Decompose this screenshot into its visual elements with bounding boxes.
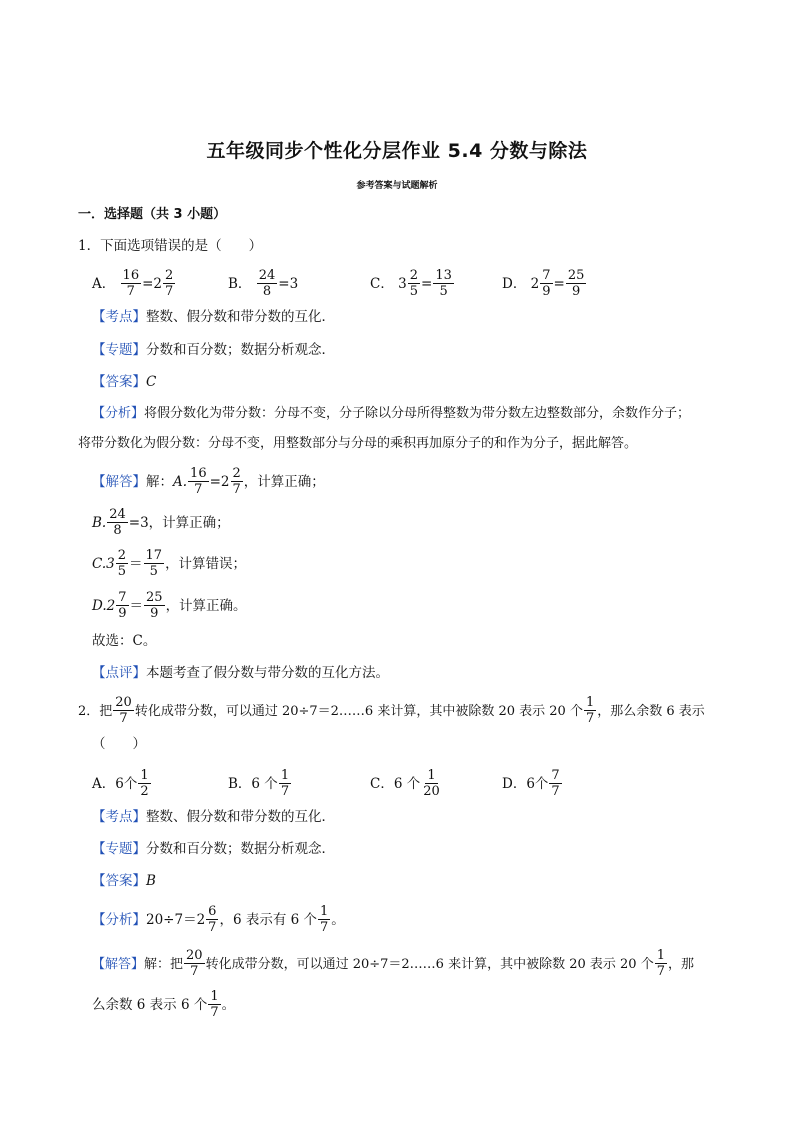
q2-zhuanti — [92, 839, 724, 859]
jieda-text: ，计算正确。 — [165, 598, 247, 614]
numerator: 17 — [145, 548, 163, 563]
q1-jieda-b — [92, 509, 724, 538]
answer-text: B — [146, 873, 156, 889]
q1-jieda-d — [92, 592, 724, 621]
option-label: C． — [370, 776, 394, 792]
jieda-text: =3，计算正确； — [128, 515, 230, 531]
stem-text: ，那么余数 6 表示 — [597, 704, 705, 719]
q2-kaodian — [92, 807, 724, 827]
denominator: 9 — [150, 606, 159, 621]
fraction — [421, 769, 442, 798]
q1-stem: 1．下面选项错误的是（ ） — [78, 238, 263, 254]
jieda-text: ，那 — [668, 957, 695, 972]
numerator: 16 — [190, 466, 207, 481]
denominator: 7 — [551, 784, 560, 799]
q1-answer — [92, 372, 724, 392]
q1-jieda-a — [92, 468, 724, 497]
tag-zhuanti: 【专题】 — [92, 841, 146, 857]
jieda-text: 解： — [146, 474, 173, 490]
numerator: 1 — [140, 768, 149, 783]
denominator: 7 — [119, 711, 128, 726]
denominator: 7 — [210, 1005, 219, 1020]
numerator: 7 — [542, 268, 551, 283]
option-text: 6 个 — [393, 776, 421, 792]
numerator: 13 — [435, 268, 452, 283]
q2-paren: （ ） — [92, 736, 146, 752]
denominator: 7 — [232, 482, 241, 497]
jieda-text: =2 — [209, 474, 230, 490]
option-text: =2 — [142, 276, 162, 292]
numerator: 24 — [258, 268, 276, 283]
kaodian-text: 整数、假分数和带分数的互化． — [146, 309, 335, 325]
fraction — [549, 769, 561, 798]
option-label: C． — [370, 276, 394, 292]
q2-stem — [78, 697, 724, 726]
denominator: 8 — [113, 523, 122, 538]
tag-kaodian: 【考点】 — [92, 309, 146, 325]
fraction — [138, 769, 150, 798]
denominator: 5 — [117, 564, 127, 579]
numerator: 16 — [122, 268, 140, 283]
fraction — [540, 269, 552, 298]
fraction — [279, 769, 291, 798]
numerator: 7 — [551, 768, 560, 783]
fraction — [113, 696, 134, 725]
stem-text: 2．把 — [78, 704, 113, 719]
jieda-text: ＝ — [129, 598, 144, 614]
q1-kaodian — [92, 307, 724, 327]
numerator: 25 — [146, 590, 163, 605]
zhuanti-text: 分数和百分数；数据分析观念． — [146, 342, 335, 358]
denominator: 7 — [208, 920, 217, 935]
option-text: 6个 — [115, 776, 138, 792]
fraction — [144, 549, 165, 578]
fraction — [107, 508, 128, 537]
tag-fenxi: 【分析】 — [92, 912, 146, 928]
denominator: 7 — [190, 964, 199, 979]
numerator: 1 — [656, 948, 665, 963]
q1-dianping — [92, 663, 724, 683]
denominator: 9 — [542, 284, 551, 299]
fraction — [208, 990, 220, 1019]
q2-option-d — [502, 770, 563, 799]
option-label: A． — [92, 776, 116, 792]
option-text: 2 — [530, 276, 540, 292]
denominator: 5 — [149, 564, 158, 579]
q2-option-c — [370, 770, 443, 799]
jieda-text: ＝ — [129, 556, 143, 572]
q1-jieda-c — [92, 550, 724, 579]
tag-jieda: 【解答】 — [92, 474, 146, 490]
numerator: 1 — [585, 695, 595, 710]
q1-choose: 故选：C。 — [92, 633, 157, 649]
option-label: A． — [92, 276, 116, 292]
numerator: 1 — [427, 768, 436, 783]
q1-fenxi-cont: 将带分数化为假分数：分母不变，用整数部分与分母的乘积再加原分子的和作为分子，据此解答。 — [78, 436, 638, 451]
fraction — [231, 467, 243, 496]
fenxi-text: ，6 表示有 6 个 — [219, 912, 318, 928]
denominator: 8 — [262, 284, 272, 299]
page-subtitle: 参考答案与试题解析 — [356, 181, 438, 191]
fraction — [655, 949, 667, 978]
q2-fenxi — [92, 906, 724, 935]
fraction — [566, 269, 587, 298]
numerator: 6 — [208, 904, 217, 919]
option-text: = — [553, 276, 565, 292]
denominator: 7 — [194, 482, 203, 497]
denominator: 5 — [439, 284, 448, 299]
fraction — [188, 467, 209, 496]
denominator: 2 — [140, 784, 149, 799]
q2-answer — [92, 871, 724, 891]
fraction — [584, 696, 596, 725]
tag-daan: 【答案】 — [92, 873, 146, 889]
jieda-text: A. — [173, 474, 188, 490]
numerator: 2 — [232, 466, 241, 481]
q1-option-c — [370, 270, 455, 299]
option-label: B． — [228, 276, 252, 292]
jieda-text: 。 — [221, 997, 236, 1013]
jieda-text: 解：把 — [144, 957, 184, 972]
denominator: 7 — [280, 784, 290, 799]
numerator: 20 — [115, 695, 132, 710]
numerator: 24 — [109, 507, 126, 522]
option-text: = — [421, 276, 433, 292]
q2-option-b — [228, 770, 292, 799]
denominator: 9 — [571, 284, 581, 299]
denominator: 7 — [320, 920, 329, 935]
option-label: D． — [502, 276, 527, 292]
fraction — [257, 269, 278, 298]
fraction — [163, 269, 175, 298]
fraction — [408, 269, 420, 298]
numerator: 1 — [210, 989, 219, 1004]
tag-zhuanti: 【专题】 — [92, 342, 146, 358]
page-title: 五年级同步个性化分层作业 5.4 分数与除法 — [206, 140, 588, 162]
stem-text: 转化成带分数，可以通过 20÷7＝2……6 来计算，其中被除数 20 表示 20 个 — [134, 704, 583, 719]
jieda-text: C.3 — [92, 556, 115, 572]
fraction — [116, 591, 128, 620]
numerator: 2 — [165, 268, 174, 283]
q2-jieda-cont — [92, 991, 724, 1020]
fenxi-text: 20÷7＝2 — [146, 912, 206, 928]
numerator: 2 — [117, 548, 127, 563]
option-label: B． — [228, 776, 252, 792]
fraction — [318, 905, 330, 934]
numerator: 1 — [280, 768, 290, 783]
jieda-text: 转化成带分数，可以通过 20÷7＝2……6 来计算，其中被除数 20 表示 20 个 — [205, 957, 654, 972]
tag-kaodian: 【考点】 — [92, 809, 146, 825]
section-heading: 一．选择题（共 3 小题） — [78, 207, 227, 222]
option-text: 6个 — [526, 776, 549, 792]
fraction — [116, 549, 128, 578]
numerator: 20 — [186, 948, 203, 963]
fraction — [144, 591, 165, 620]
q1-option-a — [92, 270, 176, 299]
dianping-text: 本题考查了假分数与带分数的互化方法。 — [146, 665, 389, 681]
tag-jieda: 【解答】 — [92, 957, 145, 972]
denominator: 9 — [118, 606, 127, 621]
q1-option-b — [228, 270, 298, 299]
tag-daan: 【答案】 — [92, 374, 146, 390]
option-label: D． — [502, 776, 527, 792]
q2-jieda — [92, 950, 724, 979]
tag-fenxi: 【分析】 — [92, 406, 145, 421]
denominator: 7 — [165, 284, 174, 299]
q1-zhuanti — [92, 340, 724, 360]
fenxi-text: 。 — [331, 912, 345, 928]
zhuanti-text: 分数和百分数；数据分析观念． — [146, 841, 335, 857]
numerator: 7 — [118, 590, 127, 605]
jieda-text: 么余数 6 表示 6 个 — [92, 997, 208, 1013]
denominator: 20 — [423, 784, 440, 799]
fenxi-text: 将假分数化为带分数：分母不变，分子除以分母所得整数为带分数左边整数部分，余数作分子； — [144, 406, 691, 421]
q1-option-d — [502, 270, 587, 299]
fraction — [206, 905, 218, 934]
q2-option-a — [92, 770, 152, 799]
denominator: 7 — [126, 284, 135, 299]
answer-text: C — [146, 374, 157, 390]
option-text: 6 个 — [251, 776, 278, 792]
jieda-text: D.2 — [92, 598, 116, 614]
jieda-text: ，计算错误； — [165, 556, 247, 572]
denominator: 7 — [585, 711, 595, 726]
fraction — [433, 269, 454, 298]
numerator: 1 — [320, 904, 329, 919]
jieda-text: B. — [92, 515, 107, 531]
fraction — [121, 269, 142, 298]
denominator: 7 — [656, 964, 665, 979]
numerator: 25 — [567, 268, 585, 283]
numerator: 2 — [409, 268, 419, 283]
option-text: 3 — [398, 276, 407, 292]
fraction — [184, 949, 205, 978]
option-text: =3 — [278, 276, 299, 292]
jieda-text: ，计算正确； — [243, 474, 325, 490]
denominator: 5 — [409, 284, 419, 299]
tag-dianping: 【点评】 — [92, 665, 146, 681]
kaodian-text: 整数、假分数和带分数的互化． — [146, 809, 335, 825]
q1-fenxi — [92, 404, 724, 424]
